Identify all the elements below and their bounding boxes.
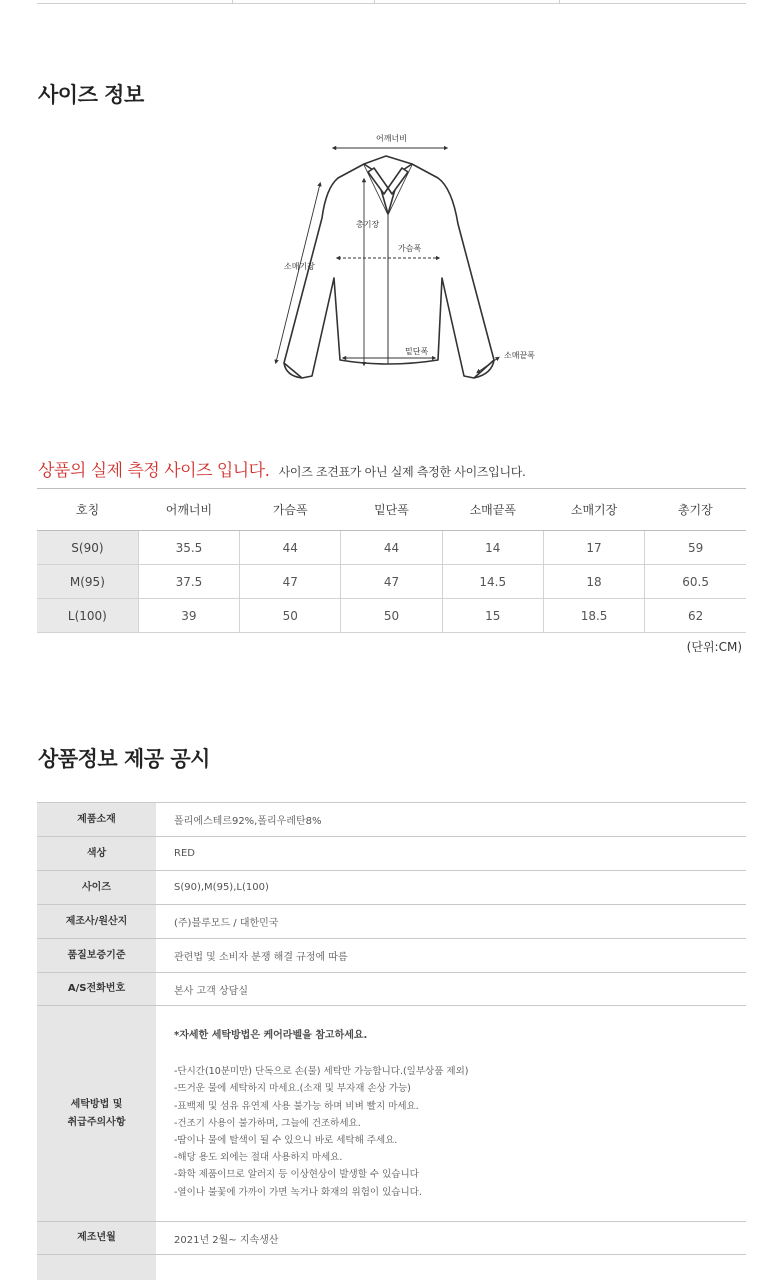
table-row [37,905,746,939]
care-key-line: 세탁방법 및 [70,1098,123,1110]
size-label: M(95) [37,565,138,599]
table-cell: 50 [341,599,442,633]
table-row [37,565,746,599]
table-cell: 35.5 [138,531,239,565]
jacket-measure-illustration [268,128,540,390]
header-cell: 소매끝폭 [442,489,543,531]
label-hem: 밑단폭 [405,347,429,356]
table-cell: 59 [645,531,746,565]
care-key [37,1006,156,1222]
table-cell: 39 [138,599,239,633]
care-line: -해당 용도 외에는 절대 사용하지 마세요. [174,1152,343,1164]
info-section-title: 상품정보 제공 공시 [38,747,210,771]
info-value: 2021년 2월~ 지속생산 [174,1234,279,1246]
size-table [37,488,746,633]
care-line: -건조기 사용이 불가하며, 그늘에 건조하세요. [174,1117,361,1129]
size-label: L(100) [37,599,138,633]
table-row [37,1255,746,1280]
table-cell: 47 [240,565,341,599]
info-key: 사이즈 [37,871,156,905]
measure-note [38,456,526,481]
table-row [37,871,746,905]
header-cell: 가슴폭 [240,489,341,531]
label-sleeve-length: 소매기장 [284,262,315,271]
table-cell: 14.5 [442,565,543,599]
table-row [37,803,746,837]
info-key: 품질보증기준 [37,939,156,973]
table-cell: 14 [442,531,543,565]
table-cell: 37.5 [138,565,239,599]
measure-note-sub: 사이즈 조견표가 아닌 실제 측정한 사이즈입니다. [278,465,526,479]
table-row [37,837,746,871]
info-key: 제조사/원산지 [37,905,156,939]
info-key: 제조년월 [37,1222,156,1255]
table-row [37,973,746,1006]
table-cell: 44 [240,531,341,565]
product-info-table [37,802,746,1280]
table-cell: 50 [240,599,341,633]
table-cell: 44 [341,531,442,565]
info-key: A/S전화번호 [37,973,156,1006]
info-value-empty [156,1255,746,1280]
care-value [156,1006,746,1222]
table-row [37,531,746,565]
table-cell: 17 [543,531,644,565]
table-row [37,599,746,633]
info-value: S(90),M(95),L(100) [174,882,269,893]
header-cell: 총기장 [645,489,746,531]
label-cuff: 소매끝폭 [504,351,535,360]
size-diagram [268,128,540,390]
table-cell: 15 [442,599,543,633]
table-cell: 62 [645,599,746,633]
info-key: 색상 [37,837,156,871]
measure-note-main: 상품의 실제 측정 사이즈 입니다. [38,461,270,481]
care-line: -뜨거운 물에 세탁하지 마세요.(소재 및 부자재 손상 가능) [174,1083,411,1095]
table-cell: 18.5 [543,599,644,633]
header-cell: 어깨너비 [138,489,239,531]
table-row [37,939,746,973]
care-line: -단시간(10분미만) 단독으로 손(물) 세탁만 가능합니다.(일부상품 제외) [174,1066,469,1078]
header-cell: 밑단폭 [341,489,442,531]
info-key: 제품소재 [37,803,156,837]
table-cell: 47 [341,565,442,599]
info-value: 본사 고객 상담실 [174,985,248,997]
care-title: *자세한 세탁방법은 케어라벨을 참고하세요. [174,1030,368,1042]
info-key-empty [37,1255,156,1280]
label-chest: 가슴폭 [398,244,422,253]
table-row [37,1222,746,1255]
header-cell: 소매기장 [543,489,644,531]
header-cell: 호칭 [37,489,138,531]
info-value: (주)블루모드 / 대한민국 [174,918,279,929]
care-line: -땀이나 물에 탈색이 될 수 있으니 바로 세탁해 주세요. [174,1135,398,1146]
info-value: 폴리에스테르92%,폴리우레탄8% [174,816,322,827]
care-line: -열이나 불꽃에 가까이 가면 녹거나 화재의 위험이 있습니다. [174,1186,422,1198]
label-total-length: 총기장 [356,220,380,229]
size-label: S(90) [37,531,138,565]
care-line: -화학 제품이므로 알러지 등 이상현상이 발생할 수 있습니다 [174,1169,419,1181]
table-cell: 60.5 [645,565,746,599]
unit-label: (단위:CM) [686,640,742,654]
care-row [37,1006,746,1222]
label-shoulder: 어깨너비 [376,134,407,143]
size-table-header [37,489,746,531]
care-key-line: 취급주의사항 [67,1116,126,1128]
table-cell: 18 [543,565,644,599]
info-value: 관련법 및 소비자 분쟁 해결 규정에 따름 [174,952,348,963]
info-value: RED [174,848,195,859]
care-line: -표백제 및 섬유 유연제 사용 불가능 하며 비벼 빨지 마세요. [174,1100,419,1112]
top-divider [37,0,746,4]
size-section-title: 사이즈 정보 [38,83,144,107]
